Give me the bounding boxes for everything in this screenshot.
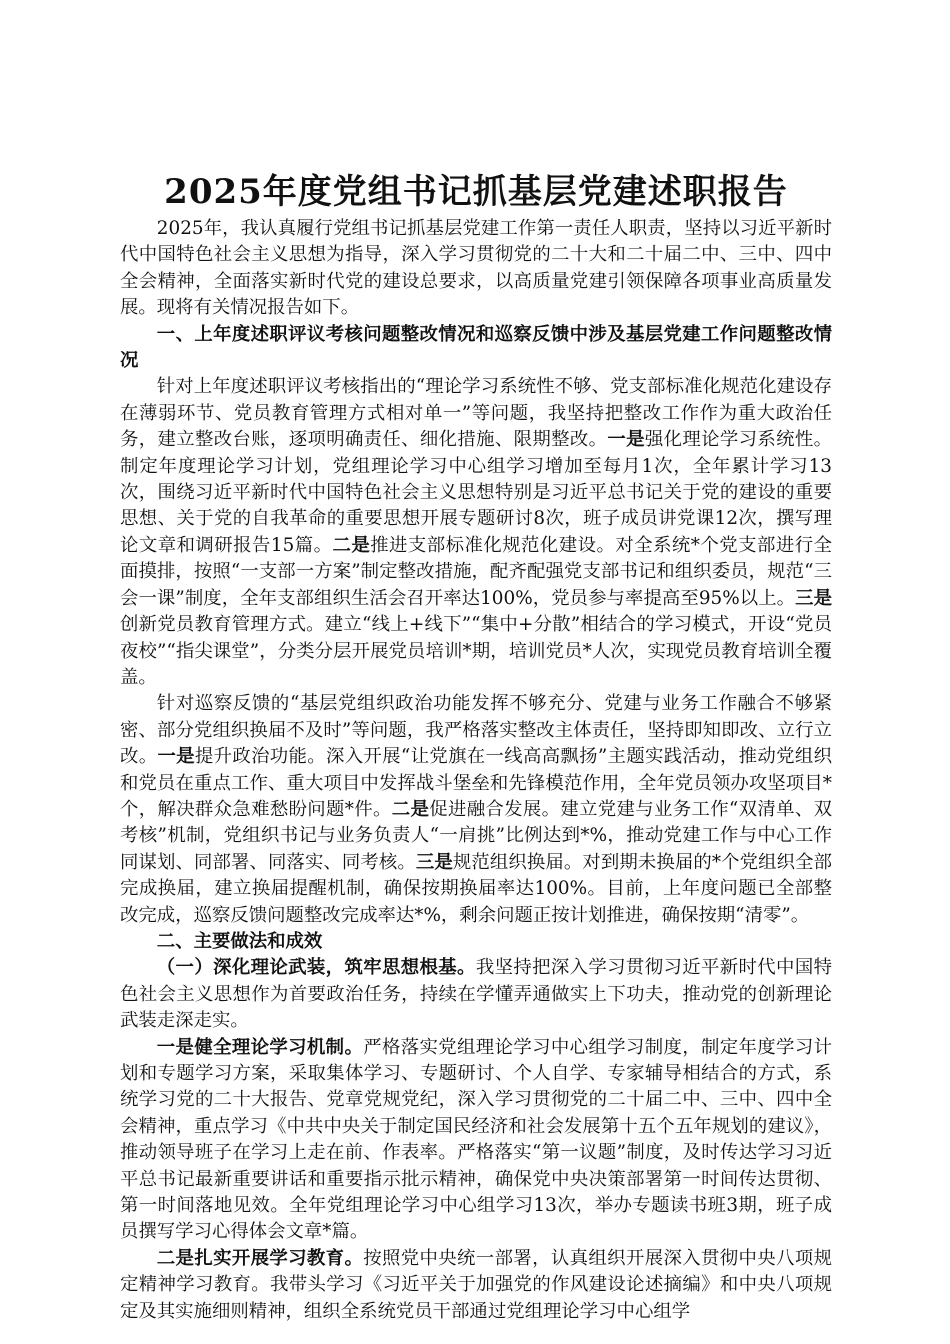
text-run: 规范组织换届。对到期未换届的*个党组织全部完成换届，建立换届提醒机制，确保按期换届率达100%。目前，上年度问题已全部整改完成，巡察反馈问题整改完成率达*%，剩余问题正按计划推进，确保按期“清零”。 [120,851,832,926]
emphasis-first: 一是 [157,746,195,768]
paragraph-learning-mechanism [120,1035,832,1246]
paragraph-lead: 一是健全理论学习机制。 [156,1036,364,1058]
intro-paragraph: 2025年，我认真履行党组书记抓基层党建工作第一责任人职责，坚持以习近平新时代中国特色社会主义思想为指导，深入学习贯彻党的二十大和二十届二中、三中、四中全会精神，全面落实新时代党的建设总要求，以高质量党建引领保障各项事业高质量发展。现将有关情况报告如下。 [120,218,832,319]
text-run: 提升政治功能。深入开展“让党旗在一线高高飘扬”主题实践活动，推动党组织和党员在重点工作、重大项目中发挥战斗堡垒和先锋模范作用，全年党员领办攻坚项目*个，解决群众急难愁盼问题*件。 [120,746,832,820]
emphasis-second: 二是 [332,534,371,556]
text-run: 按照党中央统一部署，认真组织开展深入贯彻中央八项规定精神学习教育。我带头学习《习近平关于加强党的作风建设论述摘编》和中央八项规定及其实施细则精神，组织全系统党员干部通过党组理论学习中心组学 [120,1247,832,1322]
paragraph-learning-education [120,1246,832,1325]
text-run: 我坚持把深入学习贯彻习近平新时代中国特色社会主义思想作为首要政治任务，持续在学懂弄通做实上下功夫，推动党的创新理论武装走深走实。 [120,957,832,1032]
paragraph-lead: 二是扎实开展学习教育。 [156,1247,364,1269]
subsection-1-heading: （一）深化理论武装，筑牢思想根基。 [156,957,476,979]
emphasis-third: 三是 [795,587,832,609]
text-run: 针对巡察反馈的“基层党组织政治功能发挥不够充分、党建与业务工作融合不够紧密、部分党组织换届不及时”等问题，我严格落实整改主体责任，坚持即知即改、立行立改。 [120,693,832,768]
text-run: 推进支部标准化规范化建设。对全系统*个党支部进行全面摸排，按照“一支部一方案”制定整改措施，配齐配强党支部书记和组织委员，规范“三会一课”制度，全年支部组织生活会召开率达100%，党员参与率提高至95%以上。 [120,534,832,609]
section-2-heading: 二、主要做法和成效 [156,930,323,952]
text-run: 强化理论学习系统性。制定年度理论学习计划，党组理论学习中心组学习增加至每月1次，全年累计学习13次，围绕习近平新时代中国特色社会主义思想特别是习近平总书记关于党的建设的重要思想、关于党的自我革命的重要思想开展专题研讨8次，班子成员讲党课12次，撰写理论文章和调研报告15篇。 [120,429,832,556]
subsection-1-paragraph [120,955,832,1034]
emphasis-second: 二是 [391,798,430,820]
text-run: 创新党员教育管理方式。建立“线上+线下”“集中+分散”相结合的学习模式，开设“党员夜校”“指尖课堂”，分类分层开展党员培训*期，培训党员*人次，实现党员教育培训全覆盖。 [120,614,832,688]
section-1-paragraph-1 [120,374,832,691]
document-title: 2025年度党组书记抓基层党建述职报告 [164,172,788,212]
emphasis-third: 三是 [415,851,453,873]
text-run: 针对上年度述职评议考核指出的“理论学习系统性不够、党支部标准化规范化建设存在薄弱环节、党员教育管理方式相对单一”等问题，我坚持把整改工作作为重大政治任务，建立整改台账，逐项明确责任、细化措施、限期整改。 [120,376,832,451]
emphasis-first: 一是 [607,429,645,451]
section-1-paragraph-2 [120,691,832,929]
text-run: 促进融合发展。建立党建与业务工作“双清单、双考核”机制，党组织书记与业务负责人“一肩挑”比例达到*%，推动党建工作与中心工作同谋划、同部署、同落实、同考核。 [120,798,832,873]
document-body [120,170,832,1325]
section-1-heading: 一、上年度述职评议考核问题整改情况和巡察反馈中涉及基层党建工作问题整改情况 [120,323,832,372]
text-run: 严格落实党组理论学习中心组学习制度，制定年度学习计划和专题学习方案，采取集体学习、专题研讨、个人自学、专家辅导相结合的方式，系统学习党的二十大报告、党章党规党纪，深入学习贯彻党的二十届二中、三中、四中全会精神，重点学习《中共中央关于制定国民经济和社会发展第十五个五年规划的建议》，推动领导班子在学习上走在前、作表率。严格落实“第一议题”制度，及时传达学习习近平总书记最新重要讲话和重要指示批示精神，确保党中央决策部署第一时间传达贯彻、第一时间落地见效。全年党组理论学习中心组学习13次，举办专题读书班3期，班子成员撰写学习心得体会文章*篇。 [120,1036,832,1243]
